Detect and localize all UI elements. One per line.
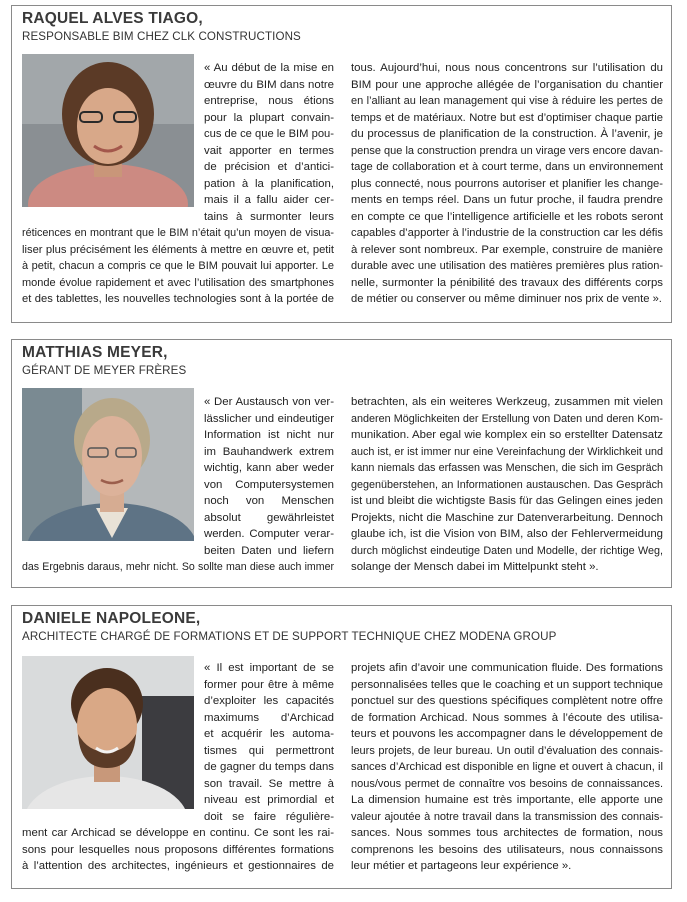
paragraph-line: œuvre du BIM dans notre: [204, 78, 334, 91]
paragraph-line: pation à la planification,: [204, 177, 334, 190]
paragraph-line: La dimension humaine est très importante, elle apporte une: [351, 794, 663, 806]
paragraph-line: anderen Möglichkeiten der Erstellung von Daten und deren Kom-: [351, 412, 663, 425]
paragraph-line: solange der Mensch dabei im Mittelpunkt steht ».: [351, 561, 599, 573]
paragraph-line: wichtig, kann aber weder: [204, 462, 334, 474]
paragraph-line: Projekts, nicht die Maschine zur Datenverarbeitung. Dennoch: [351, 511, 663, 524]
testimonial-card-raquel: [11, 5, 672, 323]
paragraph-line: « Der Austausch von ver-: [204, 396, 334, 408]
paragraph-line: personnalisées telles que le coaching et un support technique: [351, 678, 663, 691]
paragraph-line: gegenüberstehen, an Informationen austauschen. Das Gespräch: [351, 478, 663, 491]
paragraph-line: entreprise, nous étions: [204, 95, 334, 107]
paragraph-line: noch von Menschen: [204, 495, 334, 507]
testimonial-card-matthias: [11, 339, 672, 588]
paragraph-line: de gagner du temps dans: [204, 761, 334, 773]
paragraph-line: im Bauhandwerk extrem: [204, 445, 334, 458]
paragraph-line: monde évolue rapidement et avec l’utilisation des smartphones: [22, 276, 334, 289]
paragraph-line: en compte ce que l’intelligence artificielle et les robots seront: [351, 210, 663, 223]
paragraph-line: teurs et pouvons les accompagner dans le développement de: [351, 728, 663, 740]
paragraph-line: son travail. Se mettre à: [204, 777, 334, 790]
paragraph-line: munikation. Aber egal wie komplex ein so erstellter Datensatz: [351, 429, 663, 441]
paragraph-line: mais il a fallu aider cer-: [204, 194, 334, 206]
paragraph-line: leur métier et partageons leur expérience ».: [351, 860, 572, 872]
paragraph-line: sances. Nous sommes tous architectes de formation, nous: [351, 827, 663, 839]
paragraph-line: glaube ich, ist die Vision von BIM, also der Fehlervermeidung: [351, 528, 663, 540]
paragraph-line: auch ist, er ist immer nur eine Vereinfachung der Wirklichkeit und: [351, 445, 663, 458]
paragraph-line: nelle, surmonter la pénibilité des travaux des différents corps: [351, 276, 663, 289]
paragraph-line: temps et de matériaux. Notre but est d’optimiser chaque partie: [351, 111, 663, 124]
paragraph-line: tous. Aujourd’hui, nous nous concentrons sur l’utilisation du: [351, 62, 663, 74]
paragraph-line: ponctuel sur des questions spécifiques complètent notre offre: [351, 695, 663, 707]
paragraph-line: projets afin d’avoir une communication fluide. Des formations: [351, 662, 663, 674]
paragraph-line: vait apporter en termes: [204, 144, 334, 157]
paragraph-line: tage de collaboration et à court terme, dans un environnement: [351, 161, 663, 173]
person-role: ARCHITECTE CHARGÉ DE FORMATIONS ET DE SUPPORT TECHNIQUE CHEZ MODENA GROUP: [22, 630, 557, 643]
paragraph-line: tains à surmonter leurs: [204, 210, 334, 223]
paragraph-line: maximums d’Archicad: [204, 711, 334, 724]
paragraph-line: werden. Computer verar-: [204, 528, 334, 540]
paragraph-line: pense que la construction prendra un virage vers encore davan-: [351, 144, 663, 157]
portrait-photo: [22, 54, 194, 207]
paragraph-line: d’exploiter les capacités: [204, 695, 334, 707]
person-name: DANIELE NAPOLEONE,: [22, 610, 201, 627]
paragraph-line: à l’attention des architectes, ingénieurs et gestionnaires de: [22, 860, 334, 872]
paragraph-line: en l’alliant au lean management qui vise à réduire les pertes de: [351, 95, 663, 107]
paragraph-line: beiten Daten und liefern: [204, 544, 334, 557]
paragraph-line: à petit, chacun a compris ce que le BIM pouvait lui apporter. Le: [22, 260, 334, 272]
person-name: RAQUEL ALVES TIAGO,: [22, 10, 203, 27]
paragraph-line: et des tablettes, les nouvelles technologies sont à la portée de: [22, 293, 334, 305]
paragraph-line: cus de ce que le BIM pou-: [204, 128, 334, 140]
paragraph-line: de formation Archicad. Nous sommes à l’écoute des utilisa-: [351, 711, 663, 724]
portrait-photo: [22, 388, 194, 541]
paragraph-line: plus connecté, nous pourrons autoriser et planifier les change-: [351, 177, 663, 190]
paragraph-line: réticences en montrant que le BIM n’était qu’un moyen de visua-: [22, 227, 334, 239]
paragraph-line: du processus de planification de la construction. À l’avenir, je: [351, 128, 663, 140]
paragraph-line: BIM pour une approche allégée de l’organisation du chantier: [351, 78, 663, 91]
paragraph-line: capables d’apporter à l’industrie de la construction car les défis: [351, 227, 663, 239]
paragraph-line: comprenons les besoins des utilisateurs, nous connaissons: [351, 843, 663, 856]
paragraph-line: sances d’Archicad est disponible en ligne et ouvert à chacun, il: [351, 761, 663, 773]
paragraph-line: ment car Archicad se développe en continu. Ce sont les rai-: [22, 827, 334, 839]
paragraph-line: ments en temps réel. Dans un futur proche, il faudra prendre: [351, 194, 663, 206]
paragraph-line: pour la plupart convain-: [204, 111, 334, 124]
portrait-photo: [22, 656, 194, 809]
paragraph-line: Information ist nicht nur: [204, 429, 334, 441]
paragraph-line: durable avec une utilisation des matières premières plus ration-: [351, 260, 663, 272]
paragraph-line: liser plus précisément les éléments à mettre en œuvre et, petit: [22, 243, 334, 256]
paragraph-line: former pour être à même: [204, 678, 334, 691]
person-role: GÉRANT DE MEYER FRÈRES: [22, 364, 187, 377]
paragraph-line: et acquérir les automa-: [204, 728, 334, 740]
paragraph-line: sons pour lesquelles nous proposons différentes formations: [22, 843, 334, 856]
paragraph-line: niveau est primordial et: [204, 794, 334, 806]
paragraph-line: valeur ajoutée à notre travail dans la transmission des connais-: [351, 810, 663, 823]
paragraph-line: absolut gewährleistet: [204, 511, 334, 524]
paragraph-line: das Ergebnis daraus, mehr nicht. So sollte man diese auch immer: [22, 561, 334, 573]
paragraph-line: leurs projets, de leur bureau. Un outil d’évaluation des connais-: [351, 744, 663, 757]
testimonial-card-daniele: [11, 605, 672, 889]
person-role: RESPONSABLE BIM CHEZ CLK CONSTRUCTIONS: [22, 30, 301, 43]
paragraph-line: à relever sont nombreux. Par exemple, construire de manière: [351, 243, 663, 256]
paragraph-line: durch möglichst eindeutige Daten und Modelle, der richtige Weg,: [351, 544, 663, 557]
paragraph-line: de précision et d’antici-: [204, 161, 334, 173]
person-name: MATTHIAS MEYER,: [22, 344, 168, 361]
paragraph-line: von Computersystemen: [204, 478, 334, 491]
paragraph-line: lässlicher und eindeutiger: [204, 412, 334, 425]
paragraph-line: doit se faire régulière-: [204, 810, 334, 823]
paragraph-line: de métier ou conserver ou même diminuer nos prix de vente ».: [351, 293, 662, 305]
paragraph-line: ist und bleibt die wichtigste Basis für das Gelingen eines jeden: [351, 495, 663, 507]
paragraph-line: tismes qui permettront: [204, 744, 334, 757]
paragraph-line: « Il est important de se: [204, 662, 334, 674]
paragraph-line: kann niemals das erfassen was Menschen, die sich im Gespräch: [351, 462, 663, 474]
paragraph-line: betrachten, als ein weiteres Werkzeug, zusammen mit vielen: [351, 396, 663, 408]
paragraph-line: nous/vous permet de connaître vos besoins de connaissances.: [351, 777, 663, 790]
paragraph-line: « Au début de la mise en: [204, 62, 334, 74]
